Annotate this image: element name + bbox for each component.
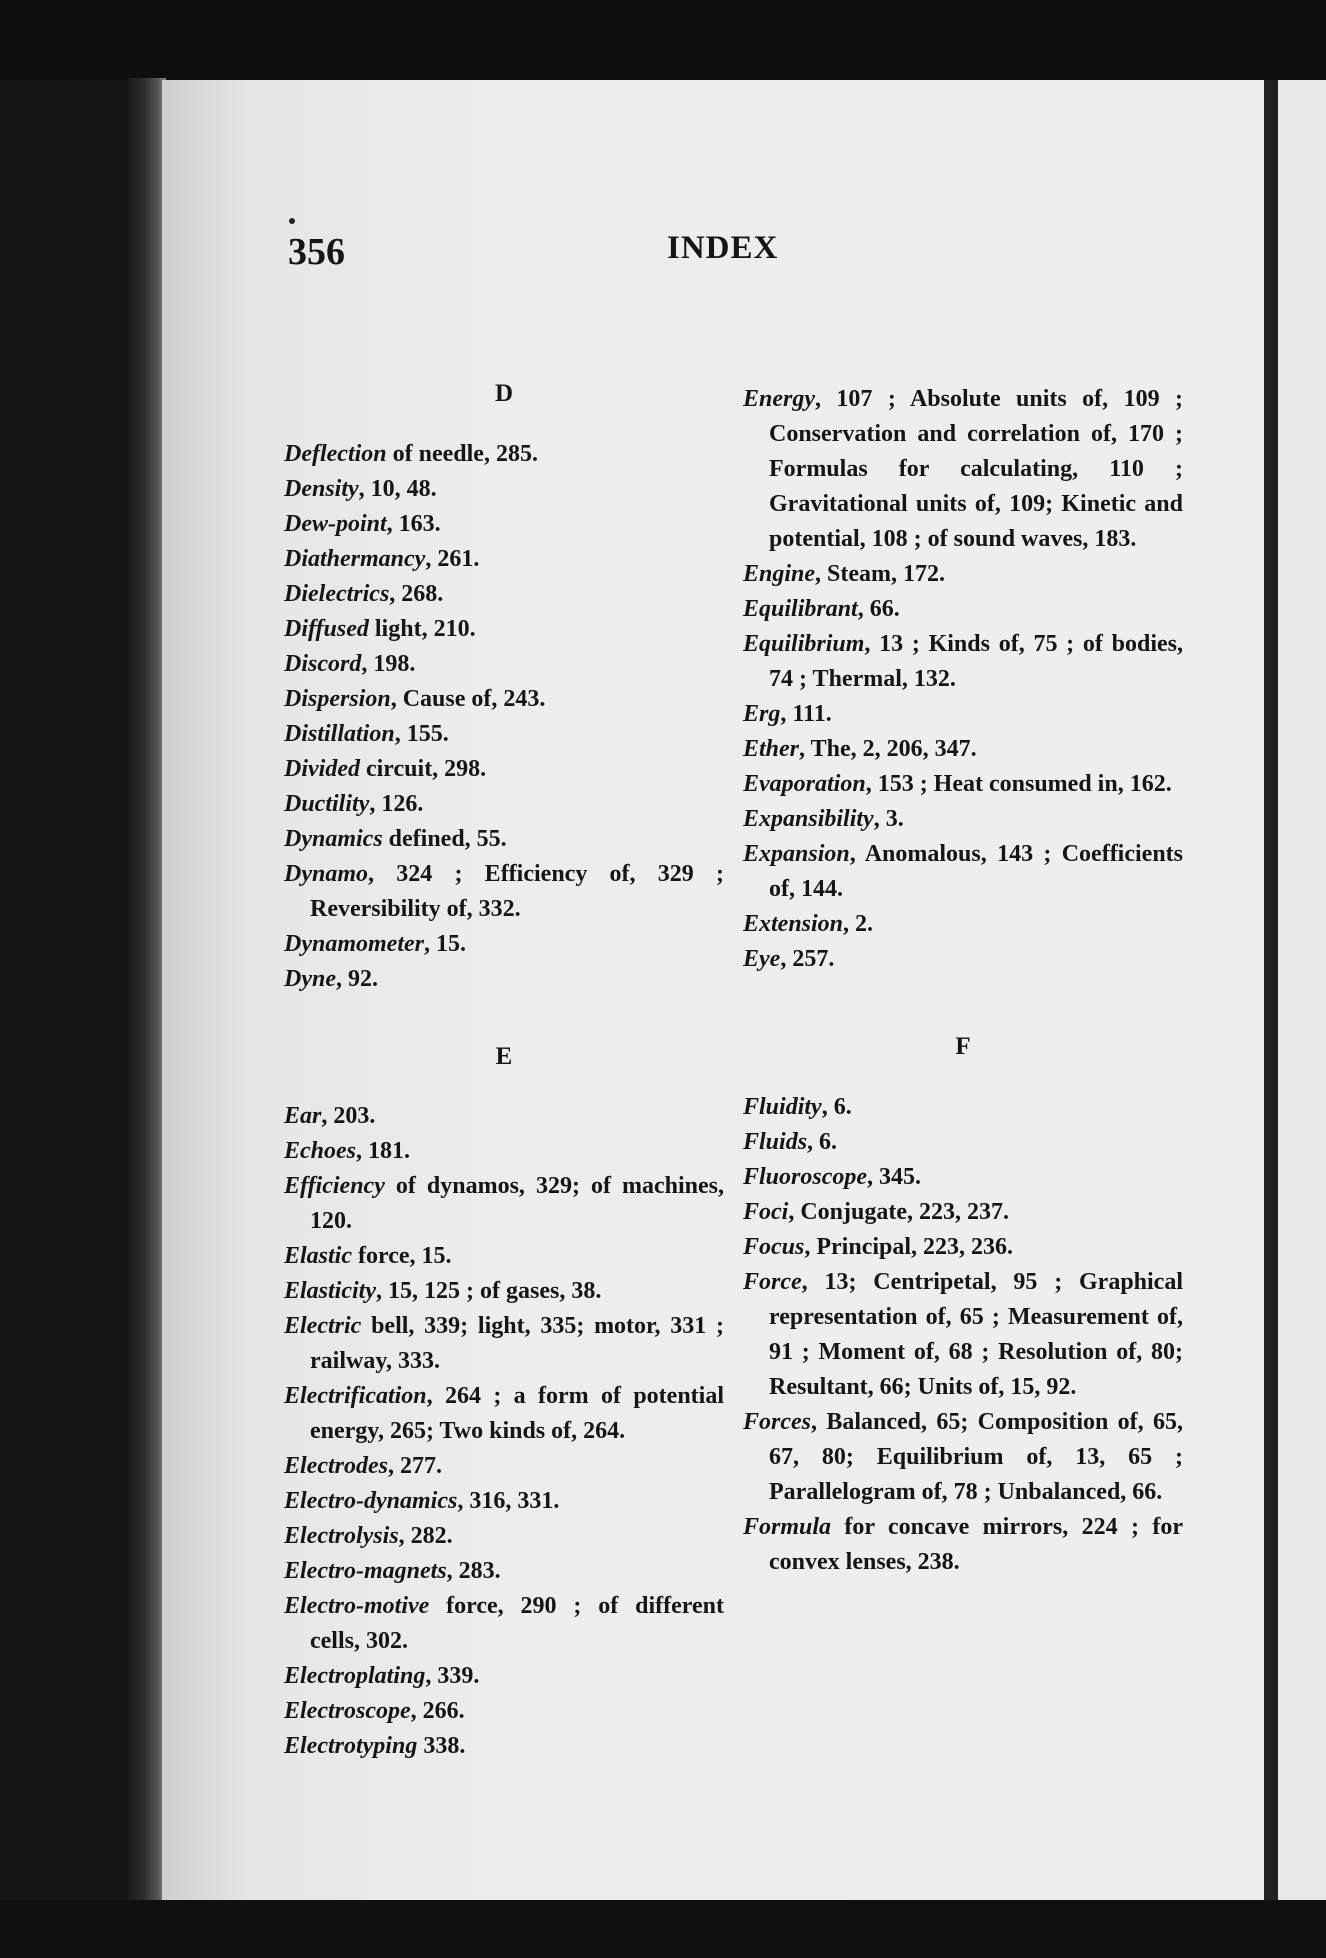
scan-top-border	[0, 0, 1326, 80]
index-term: Evaporation	[743, 771, 866, 797]
index-entry	[743, 767, 1183, 802]
index-entry	[743, 697, 1183, 732]
index-term: Elastic	[284, 1243, 353, 1269]
index-term: Erg	[743, 701, 781, 727]
index-entry	[284, 577, 724, 612]
index-references: , 345.	[867, 1164, 922, 1190]
index-term: Dew-point	[284, 511, 387, 537]
index-entry	[284, 787, 724, 822]
running-head-title: INDEX	[667, 230, 779, 266]
index-term: Expansibility	[743, 806, 874, 832]
index-references: , 266.	[410, 1698, 465, 1724]
index-term: Elasticity	[284, 1278, 376, 1304]
index-entry	[743, 802, 1183, 837]
facing-page-edge	[1278, 80, 1326, 1900]
index-term: Electroplating	[284, 1663, 426, 1689]
index-entry	[743, 1265, 1183, 1405]
letter-heading-f: F	[955, 1033, 971, 1060]
index-column-left	[284, 382, 724, 1764]
index-entry	[743, 1405, 1183, 1510]
index-entry	[284, 822, 724, 857]
index-term: Divided	[284, 756, 360, 782]
index-references: , 6.	[821, 1094, 852, 1120]
index-references: , 3.	[873, 806, 904, 832]
index-entry	[284, 1099, 724, 1134]
index-entry	[284, 717, 724, 752]
index-references: , Cause of, 243.	[390, 686, 546, 712]
index-term: Forces	[743, 1409, 811, 1435]
index-entry	[743, 1195, 1183, 1230]
index-term: Energy	[743, 386, 815, 412]
index-term: Equilibrant	[743, 596, 858, 622]
index-term: Electro-magnets	[284, 1558, 447, 1584]
index-references: , 268.	[389, 581, 444, 607]
index-entry	[743, 1510, 1183, 1580]
index-term: Fluids	[743, 1129, 808, 1155]
index-entry	[743, 1160, 1183, 1195]
index-references: , 339.	[425, 1663, 480, 1689]
speck-mark	[289, 218, 295, 224]
index-entry	[284, 472, 724, 507]
index-term: Ear	[284, 1103, 322, 1129]
index-entry	[284, 1519, 724, 1554]
index-term: Force	[743, 1269, 802, 1295]
index-term: Extension	[743, 911, 844, 937]
index-column-right	[743, 382, 1183, 1580]
index-entry	[284, 1729, 724, 1764]
index-term: Electric	[284, 1313, 362, 1339]
index-term: Eye	[743, 946, 781, 972]
index-term: Dispersion	[284, 686, 391, 712]
index-references: , 282.	[398, 1523, 453, 1549]
index-references: , 111.	[780, 701, 832, 727]
index-term: Electrotyping	[284, 1733, 418, 1759]
book-binding-shadow	[128, 78, 166, 1900]
index-term: Electrification	[284, 1383, 427, 1409]
index-entry	[284, 682, 724, 717]
index-references: , Conjugate, 223, 237.	[788, 1199, 1009, 1225]
index-references: , Steam, 172.	[815, 561, 946, 587]
index-references: , 15.	[423, 931, 466, 957]
index-entry	[284, 1449, 724, 1484]
index-term: Ductility	[284, 791, 370, 817]
index-references: , 203.	[321, 1103, 376, 1129]
index-entry	[284, 1554, 724, 1589]
index-term: Dynamo	[284, 861, 368, 887]
index-entry	[284, 1169, 724, 1239]
index-entry	[284, 507, 724, 542]
index-term: Density	[284, 476, 359, 502]
page-number: 356	[288, 231, 345, 273]
index-references: force, 15.	[352, 1243, 452, 1269]
index-references: , 257.	[780, 946, 835, 972]
index-entry	[284, 542, 724, 577]
index-entry	[743, 1125, 1183, 1160]
index-references: , 15, 125 ; of gases, 38.	[376, 1278, 602, 1304]
index-references: , 153 ; Heat consumed in, 162.	[865, 771, 1172, 797]
index-references: of dynamos, 329; of machines, 120.	[310, 1173, 724, 1234]
index-references: , 261.	[425, 546, 480, 572]
index-term: Deflection	[284, 441, 387, 467]
index-references: , 198.	[361, 651, 416, 677]
index-references: , 6.	[807, 1129, 838, 1155]
index-references: of needle, 285.	[386, 441, 538, 467]
index-references: , 107 ; Absolute units of, 109 ; Conservation and correlation of, 170 ; Formulas for calculating, 110 ; Gravitational units of, 109; Kinetic and potential, 108 ; of sound waves, 183.	[769, 386, 1183, 552]
index-references: , Balanced, 65; Composition of, 65, 67, 80; Equilibrium of, 13, 65 ; Parallelogram of, 78 ; Unbalanced, 66.	[769, 1409, 1183, 1505]
index-entry	[284, 437, 724, 472]
index-references: light, 210.	[368, 616, 476, 642]
index-term: Ether	[743, 736, 800, 762]
index-references: , 163.	[386, 511, 441, 537]
index-term: Diffused	[284, 616, 369, 642]
index-term: Formula	[743, 1514, 832, 1540]
index-list-e	[284, 1099, 724, 1764]
index-term: Dynamometer	[284, 931, 424, 957]
book-page	[162, 80, 1264, 1900]
index-references: , 92.	[335, 966, 378, 992]
index-entry	[743, 627, 1183, 697]
index-entry	[284, 752, 724, 787]
index-references: , 283.	[446, 1558, 501, 1584]
index-references: , Anomalous, 143 ; Coefficients of, 144.	[769, 841, 1183, 902]
index-list-f	[743, 1090, 1183, 1580]
index-entry	[743, 1230, 1183, 1265]
index-term: Electrolysis	[284, 1523, 399, 1549]
index-entry	[743, 592, 1183, 627]
index-references: bell, 339; light, 335; motor, 331 ; railway, 333.	[310, 1313, 724, 1374]
index-references: , The, 2, 206, 347.	[799, 736, 977, 762]
index-list-e-continued	[743, 382, 1183, 977]
index-references: , 66.	[857, 596, 900, 622]
index-entry	[284, 927, 724, 962]
index-entry	[284, 1589, 724, 1659]
index-entry	[284, 857, 724, 927]
index-entry	[284, 1309, 724, 1379]
index-entry	[284, 1379, 724, 1449]
index-references: , 277.	[387, 1453, 442, 1479]
index-references: , 181.	[356, 1138, 410, 1164]
index-references: , 126.	[369, 791, 424, 817]
index-references: , 155.	[394, 721, 449, 747]
index-term: Echoes	[284, 1138, 356, 1164]
index-entry	[284, 962, 724, 997]
index-entry	[743, 837, 1183, 907]
index-term: Discord	[284, 651, 362, 677]
index-term: Foci	[743, 1199, 789, 1225]
index-term: Expansion	[743, 841, 850, 867]
index-entry	[284, 1659, 724, 1694]
index-references: , 13; Centripetal, 95 ; Graphical representation of, 65 ; Measurement of, 91 ; Moment of, 68 ; Resolution of, 80; Resultant, 66; Units of, 15, 92.	[769, 1269, 1183, 1400]
index-term: Electro-motive	[284, 1593, 430, 1619]
index-entry	[284, 1484, 724, 1519]
index-references: circuit, 298.	[359, 756, 487, 782]
facing-page-gutter	[1264, 80, 1278, 1900]
index-references: , 2.	[843, 911, 874, 937]
index-references: , 10, 48.	[358, 476, 437, 502]
index-term: Electroscope	[284, 1698, 411, 1724]
scan-bottom-border	[0, 1900, 1326, 1958]
index-references: defined, 55.	[382, 826, 507, 852]
index-references: , Principal, 223, 236.	[804, 1234, 1014, 1260]
index-term: Dyne	[284, 966, 336, 992]
index-entry	[743, 557, 1183, 592]
index-references: 338.	[417, 1733, 466, 1759]
index-term: Fluidity	[743, 1094, 822, 1120]
index-entry	[284, 612, 724, 647]
index-term: Dielectrics	[284, 581, 390, 607]
index-entry	[284, 1274, 724, 1309]
index-term: Engine	[743, 561, 816, 587]
index-entry	[743, 1090, 1183, 1125]
index-term: Electrodes	[284, 1453, 388, 1479]
index-term: Fluoroscope	[743, 1164, 868, 1190]
index-entry	[743, 382, 1183, 557]
index-term: Focus	[743, 1234, 805, 1260]
index-references: force, 290 ; of different cells, 302.	[310, 1593, 724, 1654]
index-term: Dynamics	[284, 826, 383, 852]
index-references: , 316, 331.	[457, 1488, 560, 1514]
index-term: Equilibrium	[743, 631, 865, 657]
index-term: Efficiency	[284, 1173, 385, 1199]
index-references: for concave mirrors, 224 ; for convex lenses, 238.	[769, 1514, 1183, 1575]
index-references: , 324 ; Efficiency of, 329 ; Reversibility of, 332.	[310, 861, 724, 922]
index-entry	[743, 732, 1183, 767]
index-term: Diathermancy	[284, 546, 426, 572]
index-references: , 13 ; Kinds of, 75 ; of bodies, 74 ; Thermal, 132.	[769, 631, 1183, 692]
index-list-d	[284, 437, 724, 997]
index-entry	[743, 942, 1183, 977]
index-entry	[743, 907, 1183, 942]
index-term: Electro-dynamics	[284, 1488, 458, 1514]
index-entry	[284, 647, 724, 682]
letter-heading-e: E	[495, 1043, 513, 1070]
index-entry	[284, 1694, 724, 1729]
letter-heading-d: D	[494, 380, 514, 407]
index-term: Distillation	[284, 721, 395, 747]
index-entry	[284, 1239, 724, 1274]
index-entry	[284, 1134, 724, 1169]
index-references: , 264 ; a form of potential energy, 265; Two kinds of, 264.	[310, 1383, 724, 1444]
